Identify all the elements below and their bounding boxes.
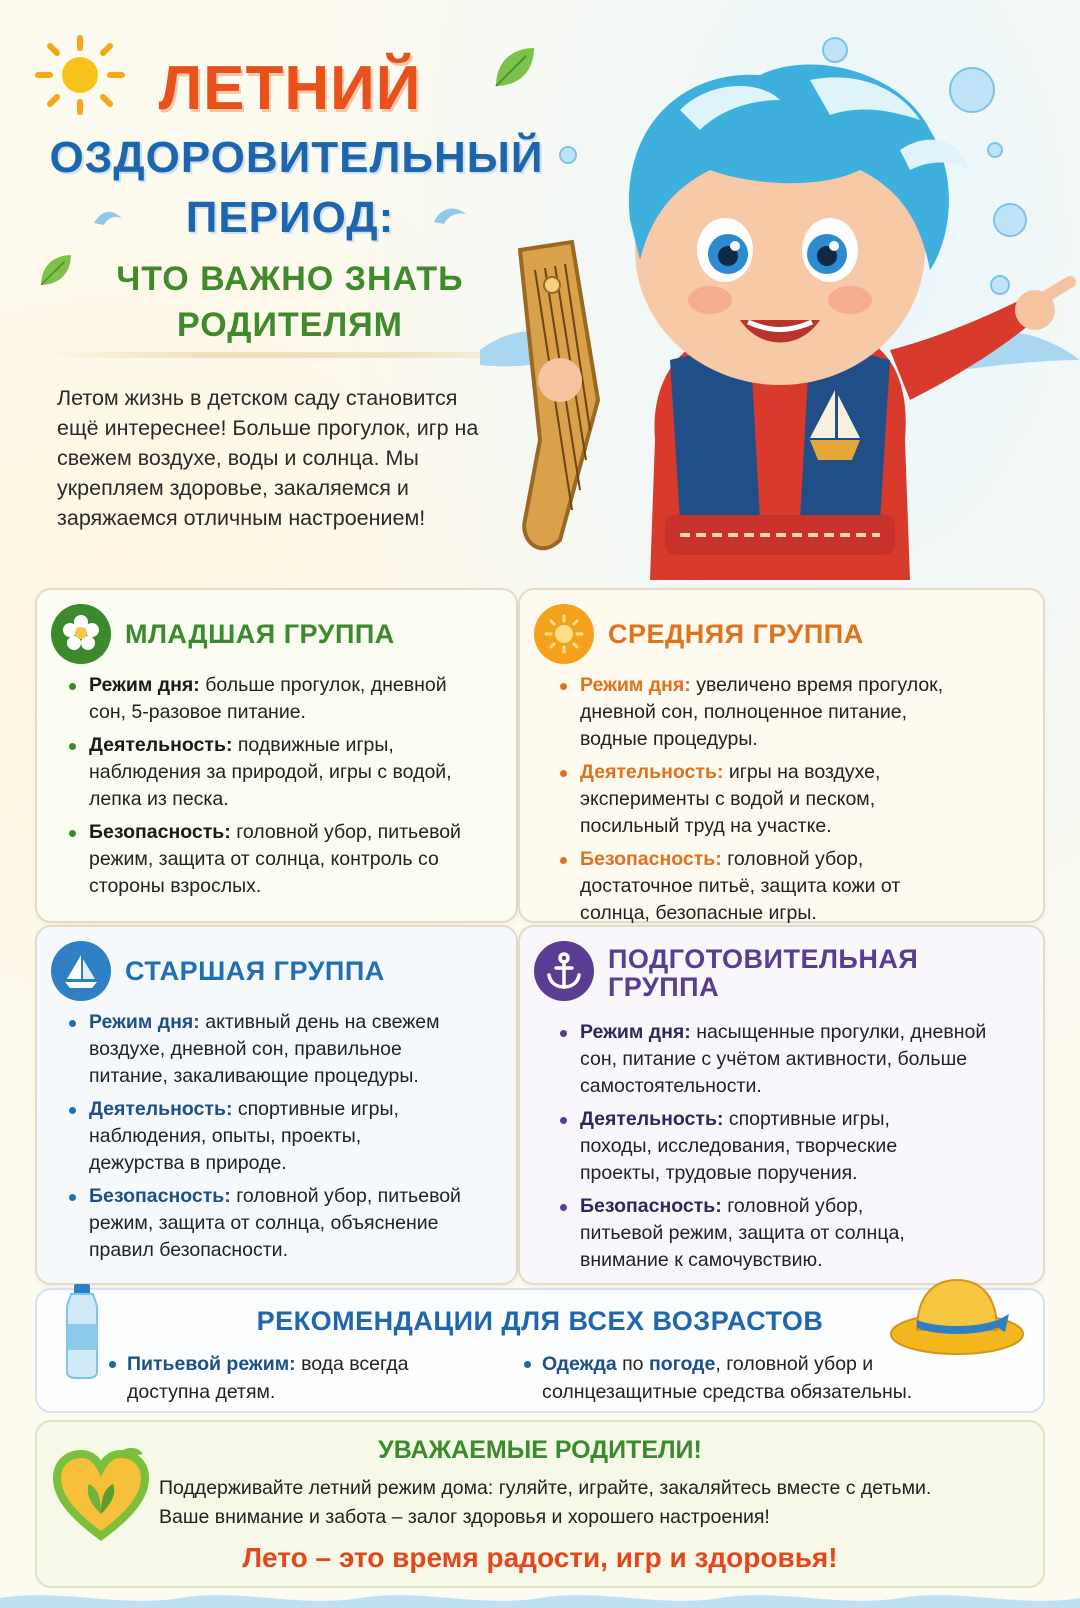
subtitle-line-2: РОДИТЕЛЯМ [177, 306, 403, 344]
list-item: Режим дня: больше прогулок, дневной сон, 5-разовое питание. [89, 672, 489, 726]
recommendations-panel [35, 1288, 1045, 1413]
list-item: Режим дня: активный день на свежем воздухе, дневной сон, правильное питание, закаливающие процедуры. [89, 1009, 479, 1090]
bottom-wave [0, 1588, 1080, 1608]
list-item: Деятельность: спортивные игры, походы, исследования, творческие проекты, трудовые поручения. [580, 1106, 960, 1187]
list-item: Деятельность: подвижные игры, наблюдения за природой, игры с водой, лепка из песка. [89, 732, 509, 813]
middle-group-list [580, 672, 1033, 933]
sailboat-icon [51, 941, 111, 1001]
subtitle-line-1: ЧТО ВАЖНО ЗНАТЬ [116, 260, 464, 298]
card-junior-group [35, 588, 518, 923]
recommendation-drinking: Питьевой режим: вода всегда доступна детям. [127, 1350, 457, 1406]
water-splash-icon [92, 205, 132, 229]
list-item: Безопасность: головной убор, питьевой режим, защита от солнца, внимание к самочувствию. [580, 1193, 950, 1274]
parents-slogan: Лето – это время радости, игр и здоровья! [242, 1542, 838, 1573]
leaf-icon [38, 252, 74, 288]
list-item: Деятельность: игры на воздухе, эксперименты с водой и песком, посильный труд на участке. [580, 759, 930, 840]
junior-group-title: МЛАДШАЯ ГРУППА [125, 619, 395, 649]
senior-group-list [89, 1009, 506, 1270]
prep-group-title: ПОДГОТОВИТЕЛЬНАЯ ГРУППА [608, 944, 919, 1002]
list-item: Безопасность: головной убор, питьевой режим, защита от солнца, контроль со стороны взрослых. [89, 819, 479, 900]
title-line-2: ОЗДОРОВИТЕЛЬНЫЙ [49, 133, 544, 182]
middle-group-title: СРЕДНЯЯ ГРУППА [608, 619, 864, 649]
title-line-3: ПЕРИОД: [185, 193, 395, 242]
junior-group-list [89, 672, 506, 906]
anchor-icon [534, 941, 594, 1001]
sun-hat-icon [887, 1272, 1027, 1362]
prep-group-list [580, 1019, 1033, 1280]
sun-icon [534, 604, 594, 664]
sun-icon [30, 30, 130, 120]
intro-text: Летом жизнь в детском саду становится ещё интереснее! Больше прогулок, игр на свежем воздухе, воды и солнца. Мы укрепляем здоровье, закаляемся и заряжаемся отличным настроением! [57, 386, 479, 530]
title-line-1: ЛЕТНИЙ [158, 54, 422, 123]
recommendation-clothing: Одежда по погоде, головной убор и солнцезащитные средства обязательны. [542, 1350, 962, 1406]
senior-group-title: СТАРШАЯ ГРУППА [125, 956, 385, 986]
list-item: Безопасность: головной убор, достаточное питьё, защита кожи от солнца, безопасные игры. [580, 846, 930, 927]
list-item: Деятельность: спортивные игры, наблюдения, опыты, проекты, дежурства в природе. [89, 1096, 449, 1177]
water-splash-icon [430, 198, 470, 228]
card-senior-group [35, 925, 518, 1285]
parents-title: УВАЖАЕМЫЕ РОДИТЕЛИ! [378, 1436, 702, 1464]
card-prep-group [518, 925, 1045, 1285]
parents-text: Поддерживайте летний режим дома: гуляйте, играйте, закаляйтесь вместе с детьми. Ваше внимание и забота – залог здоровья и хорошего настроения! [159, 1477, 932, 1528]
card-middle-group [518, 588, 1045, 923]
flower-icon [51, 604, 111, 664]
list-item: Режим дня: насыщенные прогулки, дневной сон, питание с учётом активности, больше самостоятельности. [580, 1019, 1000, 1100]
list-item: Режим дня: увеличено время прогулок, дневной сон, полноценное питание, водные процедуры. [580, 672, 960, 753]
recommendations-title: РЕКОМЕНДАЦИИ ДЛЯ ВСЕХ ВОЗРАСТОВ [256, 1306, 824, 1336]
mascot-illustration [480, 20, 1080, 580]
parents-panel [35, 1420, 1045, 1588]
list-item: Безопасность: головной убор, питьевой режим, защита от солнца, объяснение правил безопасности. [89, 1183, 469, 1264]
